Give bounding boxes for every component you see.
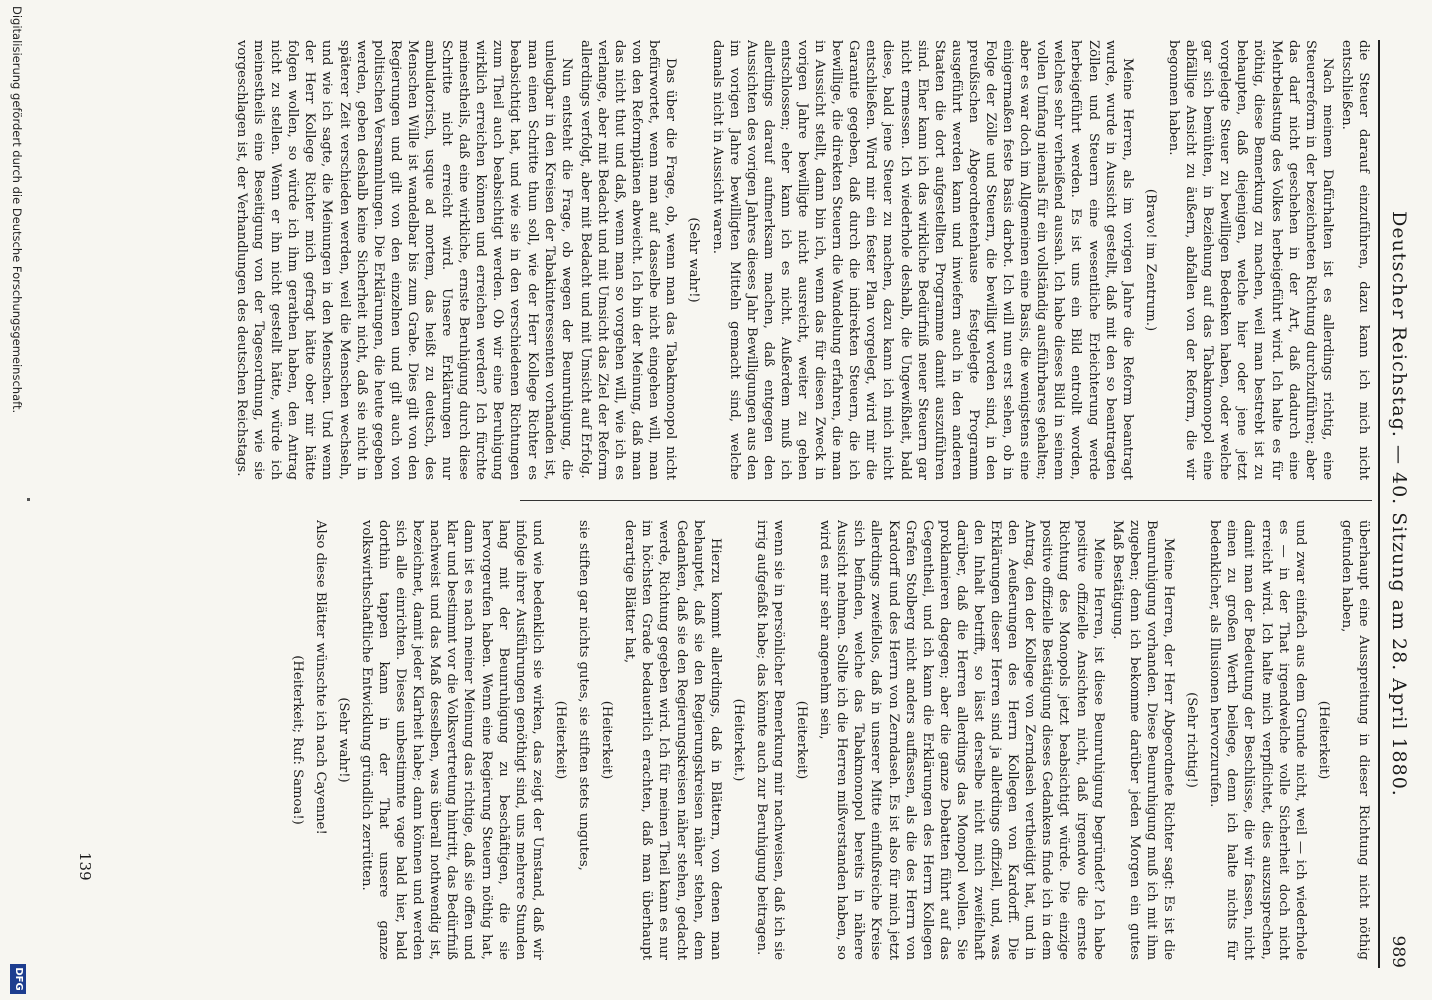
paragraph: Nach meinem Dafürhalten ist es allerdings richtig, eine Steuerreform in der bezeichneten Richtung durchzuführen; aber das darf nicht geschehen in der Art, daß dadurch eine Mehrbelastung des Volkes herbeigeführt wird. Ich halte es für nöthig, diese Bemerkung zu machen, weil man bestrebt ist zu behaupten, daß diejenigen, welche hier oder jene jetzt vorgelegte Steuer zu bewilligen Bedenken haben, oder welche gar sich bemühten, in Beziehung auf das Tabakmonopol eine abfällige Ansicht zu äußern, abfallen von der Reform, die wir begonnen haben. — [1165, 40, 1335, 480]
right-text-column — [70, 520, 1372, 960]
interjection: (Sehr wahr!) — [686, 217, 702, 303]
paragraph: Hierzu kommt allerdings, daß in Blättern, von denen man behauptet, daß sie den Regierungskreisen näher stehen, dem Gedanken, daß sie den Regierungskreisen näher stehen, gedacht werde, Richtung gegeben wird. Ich für meinen Theil kann es nur im höchsten Grade bedauerlich erachten, daß man überhaupt derartige Blätter hat, — [622, 520, 723, 960]
paragraph: sie stiften gar nichts gutes, sie stiften stets ungutes, — [576, 520, 592, 871]
funding-note: Digitalisierung gefördert durch die Deutsche Forschungsgemeinschaft. — [10, 6, 24, 414]
paragraph: Nun entsteht die Frage, ob wegen der Beunruhigung, die unleugbar in den Kreisen der Tabakinteressenten vorhanden ist, man einen Schritte thun soll, wie der Herr Kollege Richter es beabsichtigt hat, und wie sie in den verschiedenen Richtungen zum Theil auch beabsichtigt werden. Ob wir eine Beruhigung wirklich erreichen können und erreichen werden? Ich fürchte meinestheils, daß eine wirkliche, ernste Beruhigung durch diese Schritte nicht erreicht wird. Unsere Erklärungen nur ambulatorisch, usque ad mortem, das heißt zu deutsch, des Menschen Wille ist wandelbar bis zum Grabe. Dies gilt von den Regierungen und gilt von den einzelnen und gilt auch von politischen Versammlungen. Die Erklärungen, die heute gegeben werden, geben deshalb keine Sicherheit nicht, daß sie nicht in späterer Zeit verschieden werden, weil die Menschen wechseln, und wie ich sagte, die Meinungen in den Menschen. Und wenn der Herr Kollege Richter mich gefragt hätte ober mir hätte folgen wollen, so würde ich ihm gerathen haben, den Antrag nicht zu stellen. Wenn er ihn nicht gestellt hätte, würde ich meinestheils eine Beseitigung von der Tagesordnung, wie sie vorgeschlagen ist, der Verhandlungen des deutschen Reichstags. — [234, 40, 574, 480]
page-header — [1378, 40, 1414, 968]
paragraph: Also diese Blätter wünschte ich nach Cayenne! — [312, 520, 328, 835]
dfg-logo: DFG — [10, 964, 26, 994]
digitization-footer — [4, 0, 28, 1000]
header-title: Deutscher Reichstag. — 40. Sitzung am 28. April 1880. — [1388, 211, 1410, 797]
interjection: (Heiterkeit) — [599, 700, 615, 780]
paragraph: überhaupt eine Ausspreitung in dieser Richtung nicht nöthig gefunden haben, — [1338, 520, 1371, 960]
interjection: (Sehr wahr!) — [335, 697, 351, 783]
interjection: (Heiterkeit.) — [730, 698, 746, 782]
left-text-column — [70, 40, 1372, 480]
interjection: (Heiterkeit) — [794, 700, 810, 780]
interjection: (Heiterkeit) — [552, 700, 568, 780]
interjection: (Heiterkeit) — [1315, 700, 1331, 780]
header-page-number: 989 — [1388, 935, 1408, 968]
paragraph: Meine Herren, ist diese Beunruhigung begründet? Ich habe positive offizielle Ansichten nicht, daß irgendwo die ernste Richtung des Monopols jetzt beabsichtigt würde. Die einzige positive offizielle Bestätigung dieses Gedankens finde ich in dem Antrag, den der Kollege von Zerndaseh vertheidigt hat, und in den Aeußerungen des Herrn Kollegen von Kardorff. Die Erklärungen dieser Herren sind ja allerdings offiziell, und, was den Inhalt betrifft, so lässt derselbe nicht mich zweifelhaft darüber, daß die Herren allerdings das Monopol wollen. Sie proklamieren dagegen; aber die ganze Debatten führt auf das Gegentheil, und ich kann die Erklärungen des Herrn Kollegen Grafen Stolberg nicht anders auffassen, als die des Herrn von Kardorff und des Herrn von Zerndaseh. Es ist also für mich jetzt allerdings zweifellos, daß in unserer Mitte einflußreiche Kreise sich befinden, welche das Tabakmonopol bereits in nähere Aussicht nehmen. Sollte ich die Herren mißverstanden haben, so wird es mir sehr angenehm sein, — [817, 520, 1106, 960]
column-divider — [520, 500, 1372, 501]
bottom-page-number: 139 — [76, 852, 94, 881]
interjection: (Heiterkeit; Ruf: Samoa!) — [289, 655, 305, 825]
paragraph: Das über die Frage, ob, wenn man das Tabakmonopol nicht befürwortet, wenn man auf dasselbe nicht eingehen will, man von den Reformplänen abweicht. Ich bin der Meinung, daß man das nicht thut und daß, wenn man so vorgehen will, wie ich es verlange, aber mit Bedacht und mit Umsicht das Ziel der Reform allerdings verfolgt, aber mit Bedacht und mit Umsicht auf Erfolg. — [577, 40, 679, 480]
interjection: (Bravo! im Zentrum.) — [1142, 188, 1158, 332]
paragraph: Meine Herren, als im vorigen Jahre die Reform beantragt wurde, wurde in Aussicht gestellt, daß mit den so beantragten Zöllen und Steuern eine wesentliche Erleichterung werde herbeigeführt werden. Es ist uns ein Bild entrollt worden, welches sehr verheißend aussah. Ich habe dieses Bild in seinem vollen Umfang niemals für ein vollständig ausführbares gehalten; aber es war doch im Allgemeinen eine Basis, die wenigstens eine einigermaßen feste Basis darbot. Ich will nun erst sehen, ob in Folge der Zölle und Steuern, die bewilligt worden sind, in den preußischen Abgeordnetenhause festgelegte Programm ausgeführt werden kann und inwiefern auch in den anderen Staaten die dort aufgestellten Programme damit auszuführen sind. Eher kann ich das wirkliche Bedürfniß neuer Steuern gar nicht ermessen. Ich wiederhole deshalb, die Ungewißheit, bald diese, bald jene Steuer zu machen, dazu kann ich mich nicht entschließen. Wird mir ein fester Plan vorgelegt, wird mir die Garantie gegeben, daß durch die indirekten Steuern, die ich bewillige, die direkten Steuern die Wandelung erfahren, die man in Aussicht stellt, dann bin ich, wenn das für diesen Zweck in vorigen Jahre bewilligte nicht ausreicht, weiter zu gehen entschlossen; eher kann ich es nicht. Außerdem muß ich allerdings darauf aufmerksam machen, daß entgegen den Aussichten des vorigen Jahres dieses Jahr Bewilligungen aus den im vorigen Jahre bewilligten Mitteln gemacht sind, welche damals nicht in Aussicht waren. — [709, 40, 1135, 480]
paragraph: die Steuer darauf einzuführen, dazu kann ich mich nicht entschließen. — [1338, 40, 1371, 480]
paragraph: wenn sie in persönlicher Bemerkung mir nachweisen, daß ich sie irrig aufgefaßt habe; das könnte auch zur Beruhigung beitragen. — [753, 520, 786, 960]
interjection: (Sehr richtig!) — [1184, 692, 1200, 788]
paragraph: Meine Herren, der Herr Abgeordnete Richter sagt: Es ist die Beunruhigung vorhanden. Diese Beunruhigung muß ich mit ihm zugeben; denn ich bekomme darüber jeden Morgen ein gutes Maß Bestätigung. — [1109, 520, 1177, 960]
paragraph: und zwar einfach aus dem Grunde nicht, weil — ich wiederhole es — in der That irgendwelche volle Sicherheit doch nicht erreicht wird. Ich halte mich verpflichtet, dies auszusprechen, damit man der Bedeutung der Beschlüsse, die wir fassen, nicht einen zu großen Werth beilege, denn ich halte nichts für bedenklicher, als Illusionen hervorzurufen. — [1207, 520, 1308, 960]
paragraph: und wie bedenklich sie wirken, das zeigt der Umstand, daß wir infolge ihrer Ausführungen genöthigt sind, uns mehrere Stunden lang mit der Beunruhigung zu beschäftigen, die sie hervorgerufen haben. Wenn eine Regierung Steuern nöthig hat, dann ist es nach meiner Meinung das richtige, daß sie offen und klar und bestimmt vor die Volksvertretung hintritt, das Bedürfniß nachweist und das Maß desselben, was überall nothwendig ist, bezeichnet, damit jeder Klarheit habe; dann können und werden sich alle einrichten. Dieses unbestimmte vage bald hier, bald dorthin tappen kann in der That unsere ganze volkswirthschaftliche Entwicklung gründlich zerrütten. — [358, 520, 545, 960]
